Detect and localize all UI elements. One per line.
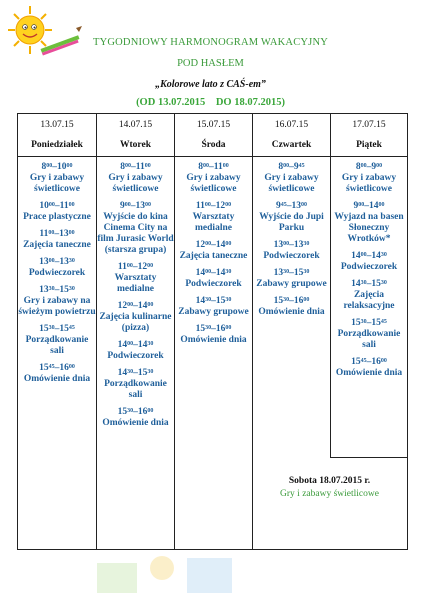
entry-time: $15^{30}-15^{45}$ [39,324,75,334]
entry-time: $11^{00}-12^{00}$ [195,201,232,211]
entry-activity: Podwieczorek [28,268,86,278]
entry-activity: Warsztaty medialne [114,273,157,294]
entry-time: $15^{30}-16^{00}$ [195,324,232,334]
day-date: 17.07.15 [352,120,386,130]
saturday-activity: Gry i zabawy świetlicowe [280,489,379,499]
entry-activity: Porządkowanie sali [104,379,167,400]
schedule-entry [175,296,252,318]
entry-time: $15^{30}-16^{00}$ [273,296,310,306]
entry-time: $13^{30}-15^{30}$ [273,268,310,278]
schedule-entry [253,162,330,195]
entry-activity: Porządkowanie sali [337,329,401,350]
entry-activity: Warsztaty medialne [192,212,235,233]
entry-time: $8^{00}-9^{45}$ [278,162,305,172]
schedule-entry [175,268,252,290]
schedule-entry [253,296,330,318]
date-range [0,97,421,108]
entry-activity: Omówienie dnia [335,368,403,378]
schedule-entry [97,262,174,295]
entry-activity: Wyjazd na basen Słoneczny Wrotków* [334,212,404,244]
schedule-entry [97,162,174,195]
entry-activity: Omówienie dnia [102,418,169,428]
schedule-table [17,113,408,550]
entry-time: $13^{00}-13^{30}$ [273,240,310,250]
schedule-entry [18,162,96,195]
entry-time: $9^{00}-13^{00}$ [120,201,151,211]
schedule-entry [253,240,330,262]
day-column-wednesday [174,114,252,549]
entry-time: $9^{45}-13^{00}$ [276,201,307,211]
day-date: 16.07.15 [274,120,309,130]
entry-activity: Zajęcia relaksacyjne [343,290,395,311]
entry-activity: Gry i zabawy świetlicowe [186,173,241,194]
entry-activity: Gry i zabawy na świeżym powietrzu [18,296,96,317]
motto: „Kolorowe lato z CAŚ-em” [155,79,266,90]
entry-activity: Podwieczorek [185,279,242,289]
entry-activity: Gry i zabawy świetlicowe [264,173,319,194]
entry-time: $14^{00}-14^{30}$ [117,340,154,350]
schedule-entry [253,201,330,234]
document-subtitle: POD HASŁEM [177,58,244,69]
schedule-entry [331,251,407,273]
entry-time: $15^{45}-16^{00}$ [351,357,387,367]
schedule-entry [331,162,407,195]
date-range-to: 18.07.2015) [234,97,285,108]
schedule-entry [18,363,96,385]
smiling-sun-with-pencil-icon [2,2,88,64]
entry-time: $13^{30}-15^{30}$ [39,285,75,295]
entry-time: $11^{00}-13^{00}$ [39,229,75,239]
schedule-entry [97,340,174,362]
day-name: Wtorek [120,140,151,150]
entry-time: $14^{00}-14^{30}$ [351,251,387,261]
schedule-entry [331,318,407,351]
schedule-entry [97,201,174,256]
date-range-open: (OD [136,97,156,108]
entry-time: $8^{00}-11^{00}$ [198,162,229,172]
entry-time: $12^{00}-14^{00}$ [117,301,154,311]
schedule-entry [18,229,96,251]
entry-activity: Zabawy grupowe [178,307,249,317]
schedule-entry [331,279,407,312]
day-name: Środa [201,140,226,150]
entry-time: $14^{00}-14^{30}$ [195,268,232,278]
document-title: TYGODNIOWY HARMONOGRAM WAKACYJNY [92,37,329,48]
entry-time: $8^{00}-9^{00}$ [355,162,383,172]
entry-activity: Prace plastyczne [23,212,91,222]
entry-time: $8^{00}-10^{00}$ [41,162,73,172]
day-blocks [253,162,330,324]
schedule-entry [18,201,96,223]
entry-time: $10^{00}-11^{00}$ [39,201,75,211]
entry-activity: Wyjście do kina Cinema City na film Jurasic World (starsza grupa) [97,212,174,255]
entry-activity: Zajęcia kulinarne (pizza) [99,312,172,333]
schedule-entry [331,357,407,379]
schedule-entry [97,301,174,334]
entry-activity: Podwieczorek [107,351,164,361]
entry-activity: Gry i zabawy świetlicowe [108,173,163,194]
entry-time: $13^{00}-13^{30}$ [39,257,75,267]
entry-time: $12^{00}-14^{00}$ [195,240,232,250]
entry-activity: Zajęcia taneczne [23,240,91,250]
schedule-entry [175,162,252,195]
entry-activity: Porządkowanie sali [25,335,89,356]
entry-activity: Wyjście do Jupi Parku [259,212,324,233]
date-range-mid: DO [215,97,232,108]
entry-activity: Omówienie dnia [258,307,325,317]
day-name: Poniedziałek [31,140,83,150]
schedule-entry [175,324,252,346]
schedule-entry [18,324,96,357]
schedule-entry [175,201,252,234]
saturday-title: Sobota 18.07.2015 r. [288,476,371,486]
entry-time: $14^{30}-15^{30}$ [195,296,232,306]
faded-children-drawing-icon [92,548,242,603]
day-date: 14.07.15 [118,120,153,130]
schedule-entry [331,201,407,245]
entry-time: $8^{00}-11^{00}$ [120,162,151,172]
saturday-cell [252,476,407,499]
entry-time: $9^{00}-14^{00}$ [353,201,385,211]
day-blocks [331,162,407,385]
day-column-monday [18,114,96,549]
entry-time: $14^{30}-15^{30}$ [351,279,387,289]
day-name: Piątek [356,140,382,150]
entry-time: $15^{30}-16^{00}$ [117,407,154,417]
entry-activity: Gry i zabawy świetlicowe [341,173,397,194]
entry-time: $15^{30}-15^{45}$ [351,318,387,328]
entry-activity: Zabawy grupowe [256,279,327,289]
day-blocks [97,162,174,435]
entry-time: $14^{30}-15^{30}$ [117,368,154,378]
entry-activity: Omówienie dnia [180,335,247,345]
date-range-from: 13.07.2015 [157,97,206,108]
day-blocks [18,162,96,391]
schedule-entry [18,285,96,318]
entry-activity: Zajęcia taneczne [179,251,248,261]
entry-activity: Podwieczorek [340,262,398,272]
entry-activity: Gry i zabawy świetlicowe [29,173,85,194]
schedule-entry [175,240,252,262]
entry-activity: Omówienie dnia [23,374,91,384]
schedule-entry [253,268,330,290]
day-column-friday [330,114,407,458]
entry-time: $15^{45}-16^{00}$ [39,363,75,373]
entry-time: $11^{00}-12^{00}$ [117,262,154,272]
day-blocks [175,162,252,352]
day-date: 13.07.15 [40,120,74,130]
schedule-entry [97,368,174,401]
schedule-entry [97,407,174,429]
schedule-entry [18,257,96,279]
day-column-tuesday [96,114,174,549]
day-date: 15.07.15 [196,120,231,130]
entry-activity: Podwieczorek [263,251,320,261]
day-name: Czwartek [271,140,312,150]
